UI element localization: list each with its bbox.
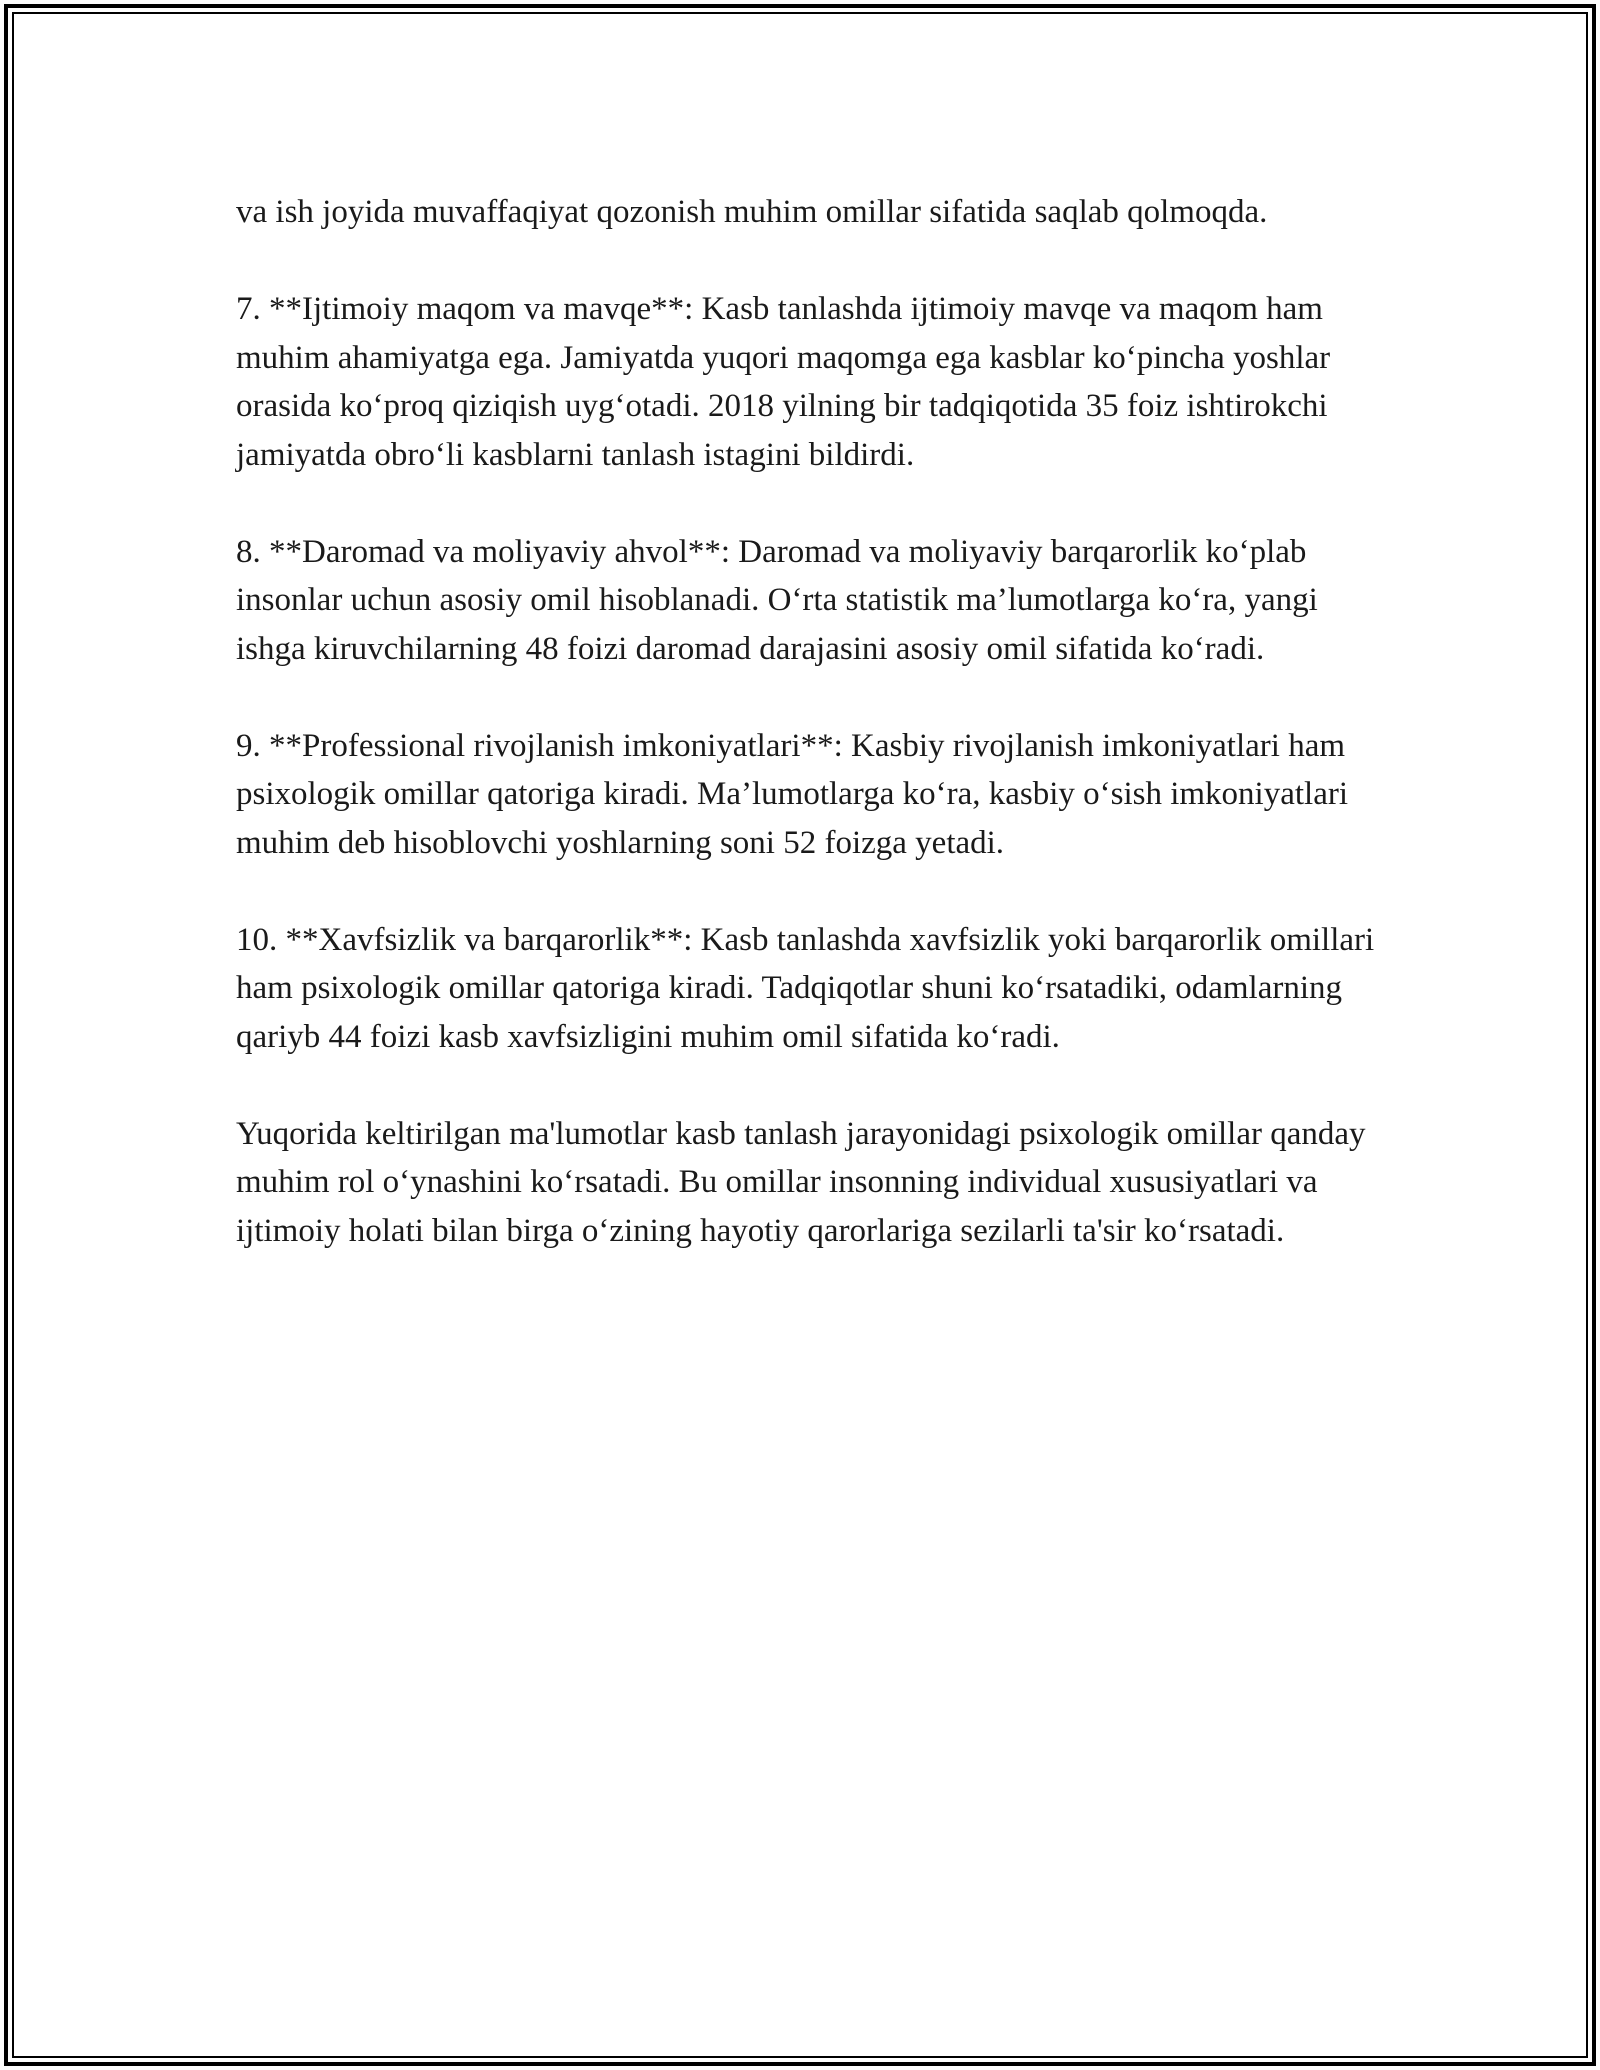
paragraph-item-10: 10. **Xavfsizlik va barqarorlik**: Kasb tanlashda xavfsizlik yoki barqarorlik omillari ham psixologik omillar qatoriga kiradi. Tadqiqotlar shuni ko‘rsatadiki, odamlarning qariyb 44 foizi kasb xavfsizligini muhim omil sifatida ko‘radi. (236, 921, 1375, 1055)
paragraph-item-8: 8. **Daromad va moliyaviy ahvol**: Daromad va moliyaviy barqarorlik ko‘plab insonlar uchun asosiy omil hisoblanadi. O‘rta statistik ma’lumotlarga ko‘ra, yangi ishga kiruvchilarning 48 foizi daromad darajasini asosiy omil sifatida ko‘radi. (236, 533, 1318, 667)
document-body (236, 188, 1376, 1255)
paragraph-item-9: 9. **Professional rivojlanish imkoniyatlari**: Kasbiy rivojlanish imkoniyatlari ham psixologik omillar qatoriga kiradi. Ma’lumotlarga ko‘ra, kasbiy o‘sish imkoniyatlari muhim deb hisoblovchi yoshlarning soni 52 foizga yetadi. (236, 727, 1349, 861)
paragraph-conclusion: Yuqorida keltirilgan ma'lumotlar kasb tanlash jarayonidagi psixologik omillar qanday muhim rol o‘ynashini ko‘rsatadi. Bu omillar insonning individual xususiyatlari va ijtimoiy holati bilan birga o‘zining hayotiy qarorlariga sezilarli ta'sir ko‘rsatadi. (236, 1115, 1366, 1249)
paragraph-item-7: 7. **Ijtimoiy maqom va mavqe**: Kasb tanlashda ijtimoiy mavqe va maqom ham muhim ahamiyatga ega. Jamiyatda yuqori maqomga ega kasblar ko‘pincha yoshlar orasida ko‘proq qiziqish uyg‘otadi. 2018 yilning bir tadqiqotida 35 foiz ishtirokchi jamiyatda obro‘li kasblarni tanlash istagini bildirdi. (236, 291, 1331, 473)
paragraph-continuation: va ish joyida muvaffaqiyat qozonish muhim omillar sifatida saqlab qolmoqda. (236, 194, 1268, 230)
